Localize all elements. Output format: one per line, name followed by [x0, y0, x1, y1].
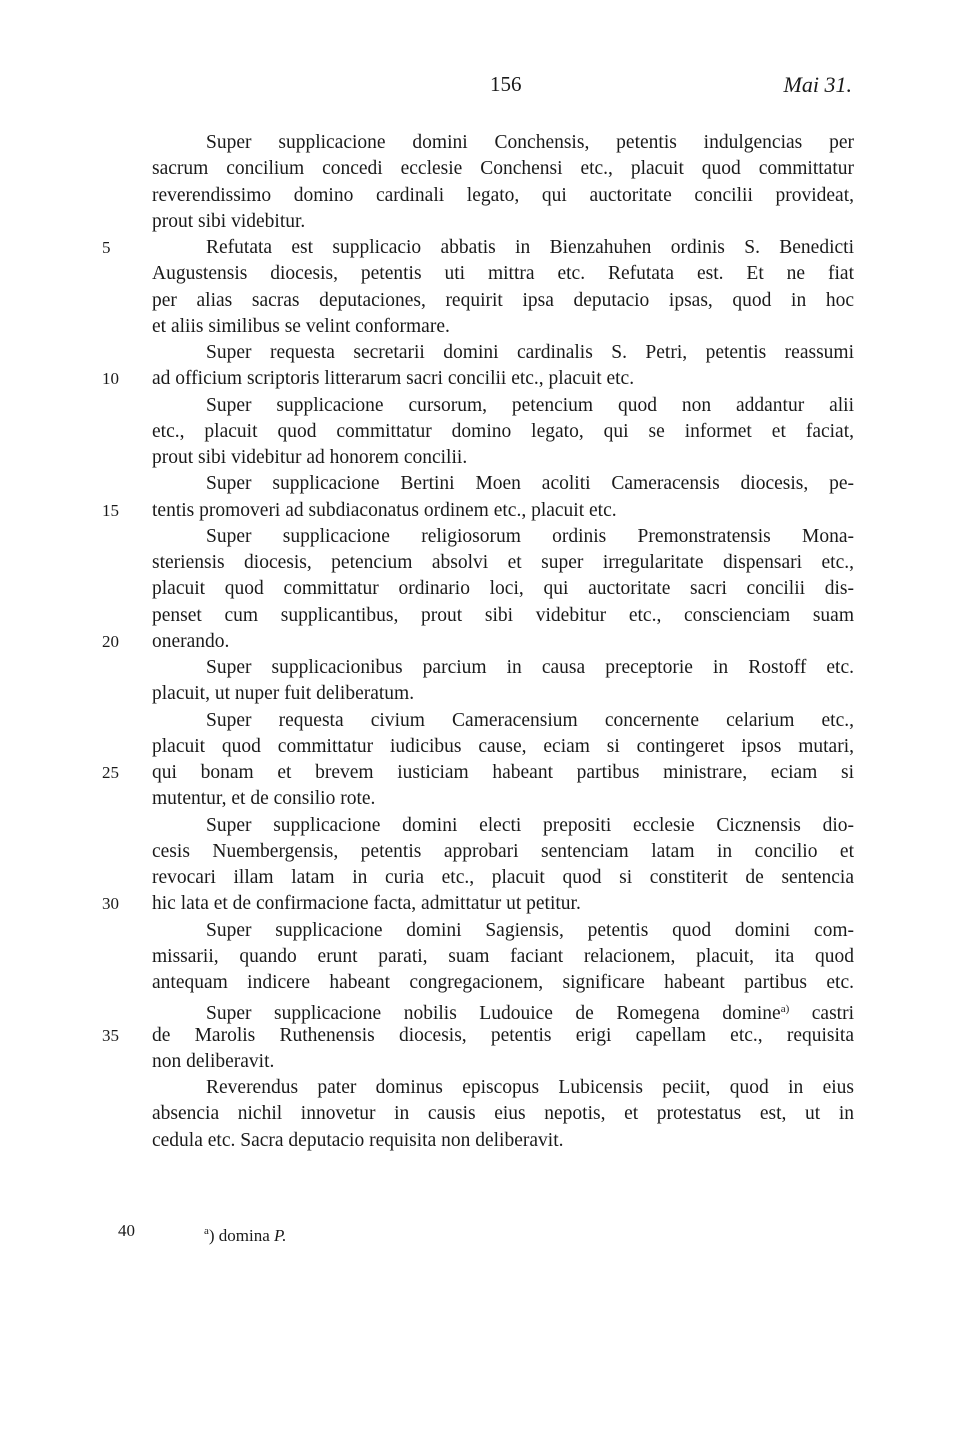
text-line-content: Super supplicacione domini Conchensis, petentis indulgencias per — [206, 132, 854, 153]
footnote-text: ) domina — [208, 1226, 275, 1245]
text-line — [152, 734, 854, 760]
text-line-content: et aliis similibus se velint conformare. — [152, 316, 450, 337]
text-line — [206, 918, 854, 944]
text-line-content: qui bonam et brevem iusticiam habeant partibus ministrare, eciam si — [152, 762, 854, 783]
text-line — [152, 891, 854, 917]
text-line — [206, 235, 854, 261]
text-line-content: per alias sacras deputaciones, requirit ipsa deputacio ipsas, quod in hoc — [152, 290, 854, 311]
text-line — [206, 393, 854, 419]
footnote — [204, 1218, 287, 1249]
text-line-content: absencia nichil innovetur in causis eius nepotis, et protestatus est, ut in — [152, 1103, 854, 1124]
text-line — [152, 944, 854, 970]
text-line — [152, 261, 854, 287]
text-line — [152, 1128, 854, 1154]
text-line-content: tentis promoveri ad subdiaconatus ordinem etc., placuit etc. — [152, 500, 617, 521]
page-number: 156 — [490, 72, 522, 96]
line-number: 5 — [102, 238, 111, 257]
text-line-content: placuit quod committatur iudicibus cause, eciam si contingeret ipsos mutari, — [152, 736, 854, 757]
text-line — [152, 288, 854, 314]
text-line — [152, 314, 854, 340]
text-line-content: Super supplicacione domini electi prepositi ecclesie Cicznensis dio- — [206, 815, 854, 836]
text-line-content: Super supplicacionibus parcium in causa preceptorie in Rostoff etc. — [206, 657, 854, 678]
text-line-content: mutentur, et de consilio rote. — [152, 788, 376, 809]
text-line-content: placuit, ut nuper fuit deliberatum. — [152, 683, 415, 704]
line-number: 10 — [102, 369, 119, 388]
text-line — [152, 681, 854, 707]
text-line — [152, 629, 854, 655]
text-line — [152, 786, 854, 812]
text-line-content: sacrum concilium concedi ecclesie Conchensi etc., placuit quod committatur — [152, 158, 854, 179]
footnote-marker: a — [204, 1225, 209, 1237]
text-line-content: ad officium scriptoris litterarum sacri concilii etc., placuit etc. — [152, 368, 635, 389]
text-line — [152, 419, 854, 445]
text-line — [152, 445, 854, 471]
text-line-content: Reverendus pater dominus episcopus Lubicensis peciit, quod in eius — [206, 1077, 854, 1098]
page-header — [0, 72, 960, 102]
text-line-content: Super supplicacione Bertini Moen acoliti Cameracensis diocesis, pe- — [206, 473, 854, 494]
text-line-content: revocari illam latam in curia etc., placuit quod si constiterit de sentencia — [152, 867, 854, 888]
text-line-content: cesis Nuembergensis, petentis approbari sentenciam latam in concilio et — [152, 841, 854, 862]
text-line-content: Super supplicacione nobilis Ludouice de Romegena domine — [206, 1003, 781, 1024]
text-line — [152, 550, 854, 576]
text-line-content: penset cum supplicantibus, prout sibi videbitur etc., conscienciam suam — [152, 605, 854, 626]
text-line — [152, 603, 854, 629]
text-line — [152, 1023, 854, 1049]
line-number: 30 — [102, 894, 119, 913]
text-line-content: prout sibi videbitur ad honorem concilii. — [152, 447, 468, 468]
text-line — [152, 970, 854, 996]
text-line — [152, 498, 854, 524]
text-line — [152, 576, 854, 602]
text-line-content: de Marolis Ruthenensis diocesis, petentis erigi capellam etc., requisita — [152, 1025, 854, 1046]
footnote-reference: a) — [780, 1003, 790, 1015]
text-line-content: Augustensis diocesis, petentis uti mittra etc. Refutata est. Et ne fiat — [152, 263, 854, 284]
text-line-content: cedula etc. Sacra deputacio requisita non deliberavit. — [152, 1130, 564, 1151]
text-line-content: Refutata est supplicacio abbatis in Bienzahuhen ordinis S. Benedicti — [206, 237, 854, 258]
text-line-content: placuit quod committatur ordinario loci, qui auctoritate sacri concilii dis- — [152, 578, 854, 599]
text-line — [152, 366, 854, 392]
text-line — [206, 471, 854, 497]
text-line — [152, 760, 854, 786]
text-line-content: hic lata et de confirmacione facta, admittatur ut petitur. — [152, 893, 581, 914]
running-head-date: Mai 31. — [783, 72, 852, 97]
text-line-content: antequam indicere habeant congregacionem, significare habeant partibus etc. — [152, 972, 854, 993]
text-line-content: missarii, quando erunt parati, suam faciant relacionem, placuit, ita quod — [152, 946, 854, 967]
text-line-content: onerando. — [152, 631, 230, 652]
text-line-content: non deliberavit. — [152, 1051, 275, 1072]
text-line — [206, 524, 854, 550]
line-number: 20 — [102, 632, 119, 651]
text-line — [152, 1101, 854, 1127]
text-line — [206, 340, 854, 366]
text-line — [206, 708, 854, 734]
text-line — [152, 156, 854, 182]
line-number: 15 — [102, 501, 119, 520]
line-number: 25 — [102, 763, 119, 782]
text-line-content: prout sibi videbitur. — [152, 211, 306, 232]
text-line — [152, 183, 854, 209]
text-line — [152, 865, 854, 891]
text-line — [152, 1049, 854, 1075]
text-line — [206, 130, 854, 156]
text-line — [206, 813, 854, 839]
line-number: 40 — [118, 1221, 135, 1240]
text-line-continuation: castri — [789, 1003, 854, 1024]
text-line — [152, 839, 854, 865]
text-line-content: Super supplicacione religiosorum ordinis Premonstratensis Mona- — [206, 526, 854, 547]
text-line-content: Super requesta secretarii domini cardinalis S. Petri, petentis reassumi — [206, 342, 854, 363]
text-line — [152, 209, 854, 235]
text-line — [206, 655, 854, 681]
text-line-content: reverendissimo domino cardinali legato, qui auctoritate concilii provideat, — [152, 185, 854, 206]
text-line-content: Super supplicacione cursorum, petencium quod non addantur alii — [206, 395, 854, 416]
text-line-content: Super requesta civium Cameracensium concernente celarium etc., — [206, 710, 854, 731]
text-line — [206, 1075, 854, 1101]
text-line-content: Super supplicacione domini Sagiensis, petentis quod domini com- — [206, 920, 854, 941]
text-line-content: etc., placuit quod committatur domino legato, qui se informet et faciat, — [152, 421, 854, 442]
line-number: 35 — [102, 1026, 119, 1045]
footnote-siglum: P. — [274, 1226, 287, 1245]
text-line-content: steriensis diocesis, petencium absolvi et super irregularitate dispensari etc., — [152, 552, 854, 573]
